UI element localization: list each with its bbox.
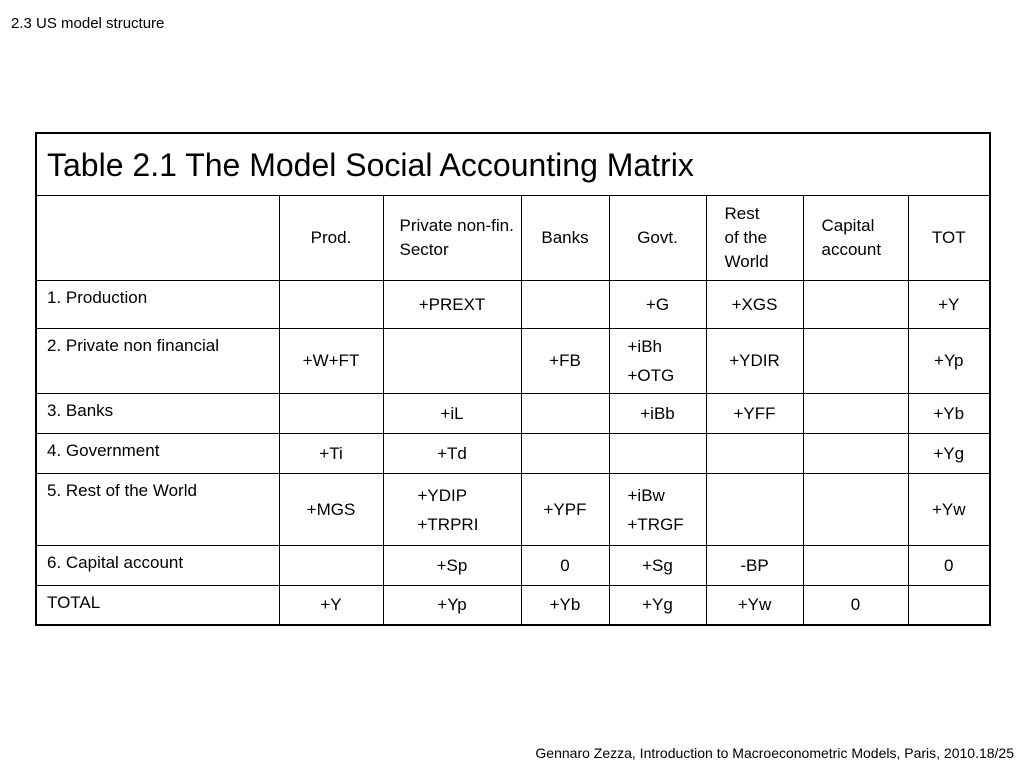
table-cell: +MGS (279, 474, 383, 546)
table-cell: +iBb (609, 394, 706, 434)
table-cell: +Y (908, 281, 990, 329)
header-corner-cell (36, 196, 279, 281)
table-cell: +Yp (908, 329, 990, 394)
column-header-govt: Govt. (609, 196, 706, 281)
row-label: 3. Banks (36, 394, 279, 434)
cell-line: +iBh (627, 337, 662, 357)
table-row-capital-account (36, 546, 990, 586)
table-cell: +Yb (908, 394, 990, 434)
slide-footer: Gennaro Zezza, Introduction to Macroeconometric Models, Paris, 2010.18/25 (535, 745, 1014, 761)
column-header-private-nonfin: Private non-fin. Sector (383, 196, 521, 281)
table-cell: +iL (383, 394, 521, 434)
row-label: 2. Private non financial (36, 329, 279, 394)
table-cell (609, 434, 706, 474)
row-label: 1. Production (36, 281, 279, 329)
table-cell: +YPF (521, 474, 609, 546)
column-header-tot: TOT (908, 196, 990, 281)
table-cell: +Yg (908, 434, 990, 474)
table-cell (803, 394, 908, 434)
table-cell: 0 (521, 546, 609, 586)
table-cell (521, 394, 609, 434)
table-row-banks (36, 394, 990, 434)
cell-line: +OTG (627, 366, 675, 386)
table-cell (609, 329, 706, 394)
table-cell: +Yb (521, 586, 609, 625)
table-cell: +Yp (383, 586, 521, 625)
table-cell (279, 281, 383, 329)
table-cell (803, 474, 908, 546)
table-cell: 0 (803, 586, 908, 625)
table-caption: Table 2.1 The Model Social Accounting Matrix (36, 133, 990, 196)
row-label: TOTAL (36, 586, 279, 625)
table-cell: +G (609, 281, 706, 329)
row-label: 4. Government (36, 434, 279, 474)
table-cell (803, 329, 908, 394)
table-row-total (36, 586, 990, 625)
table-cell: -BP (706, 546, 803, 586)
table-cell (279, 394, 383, 434)
cell-line: +TRGF (627, 514, 684, 534)
table-cell: +Yg (609, 586, 706, 625)
table-cell: +Yw (706, 586, 803, 625)
table-cell: +YFF (706, 394, 803, 434)
table-cell: +Sg (609, 546, 706, 586)
table-cell (383, 329, 521, 394)
table-cell (609, 474, 706, 546)
table-cell (803, 546, 908, 586)
table-cell (706, 474, 803, 546)
table-cell (521, 434, 609, 474)
slide-title: 2.3 US model structure (11, 15, 165, 32)
table-caption-row (36, 133, 990, 196)
table-cell: +Y (279, 586, 383, 625)
table-cell: +YDIR (706, 329, 803, 394)
table-cell (383, 474, 521, 546)
cell-line: +iBw (627, 485, 665, 505)
table-row-private-non-financial (36, 329, 990, 394)
table-row-production (36, 281, 990, 329)
column-header-prod: Prod. (279, 196, 383, 281)
table-cell (803, 281, 908, 329)
column-header-banks: Banks (521, 196, 609, 281)
table-header-row (36, 196, 990, 281)
table-row-government (36, 434, 990, 474)
table-cell (279, 546, 383, 586)
row-label: 5. Rest of the World (36, 474, 279, 546)
table-cell: +Td (383, 434, 521, 474)
table-cell: +FB (521, 329, 609, 394)
table-cell: +Yw (908, 474, 990, 546)
column-header-rest-of-world: Rest of the World (706, 196, 803, 281)
table-cell: +Sp (383, 546, 521, 586)
table-row-rest-of-the-world (36, 474, 990, 546)
column-header-capital-account: Capital account (803, 196, 908, 281)
table-cell: 0 (908, 546, 990, 586)
table-cell (803, 434, 908, 474)
table-cell: +Ti (279, 434, 383, 474)
table-cell (706, 434, 803, 474)
cell-line: +TRPRI (417, 514, 479, 534)
table-cell: +XGS (706, 281, 803, 329)
cell-line: +YDIP (417, 485, 468, 505)
table-cell (908, 586, 990, 625)
social-accounting-matrix-table (35, 132, 991, 626)
row-label: 6. Capital account (36, 546, 279, 586)
table-cell: +PREXT (383, 281, 521, 329)
table-cell: +W+FT (279, 329, 383, 394)
table-cell (521, 281, 609, 329)
